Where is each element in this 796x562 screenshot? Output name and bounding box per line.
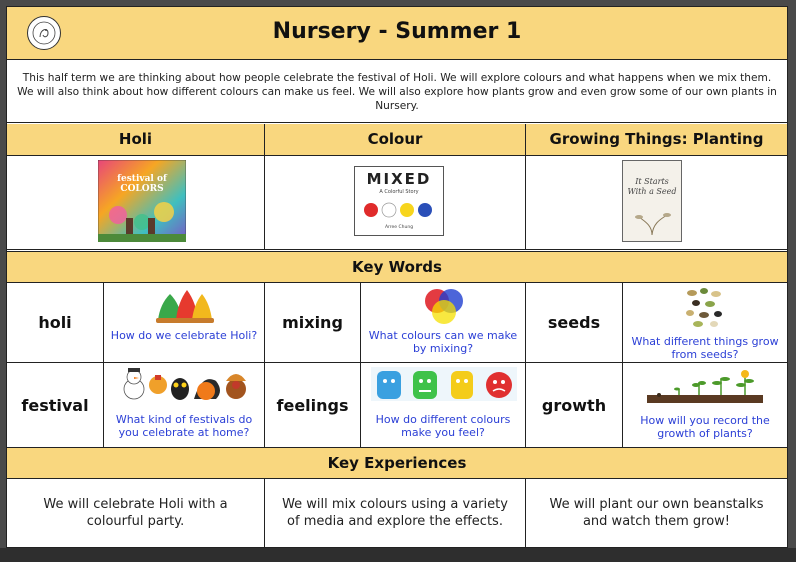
intro-text: This half term we are thinking about how people celebrate the festival of Holi. We will explore colours and what happens when we mix them. We will also think about how different colours can make us feel. We will also explore how plants grow and even grow some of our own plants in Nursery. xyxy=(7,60,787,123)
book-cell-planting xyxy=(526,156,787,250)
experience-planting: We will plant our own beanstalks and watch them grow! xyxy=(526,479,787,547)
question-festival: What kind of festivals do you celebrate at home? xyxy=(115,413,253,439)
question-feelings: How do different colours make you feel? xyxy=(375,413,511,439)
question-cell-seeds xyxy=(623,283,787,363)
colour-monsters-icon xyxy=(371,367,517,401)
book-title-mixed: MIXED xyxy=(366,170,432,188)
topic-web-page xyxy=(6,6,788,548)
festival-of-colors-book-icon xyxy=(98,160,186,242)
question-cell-feelings xyxy=(361,363,526,449)
question-cell-mixing xyxy=(361,283,526,363)
book-cell-holi xyxy=(7,156,265,250)
question-mixing: What colours can we make by mixing? xyxy=(368,329,518,355)
key-word-feelings: feelings xyxy=(265,363,361,449)
question-holi: How do we celebrate Holi? xyxy=(110,329,258,342)
book-author-mixed: Arree Chung xyxy=(384,225,414,230)
question-seeds: What different things grow from seeds? xyxy=(631,335,779,361)
topic-heading-colour: Colour xyxy=(265,124,526,156)
key-word-holi: holi xyxy=(7,283,104,363)
topic-heading-planting: Growing Things: Planting xyxy=(526,124,787,156)
question-cell-holi xyxy=(104,283,265,363)
header xyxy=(7,7,787,60)
colour-circles-icon xyxy=(420,287,468,325)
key-word-festival: festival xyxy=(7,363,104,449)
key-word-mixing: mixing xyxy=(265,283,361,363)
book-subtitle-mixed: A Colorful Story xyxy=(379,189,419,195)
question-cell-growth xyxy=(623,363,787,449)
key-experiences-heading: Key Experiences xyxy=(7,447,787,479)
experience-holi: We will celebrate Holi with a colourful party. xyxy=(7,479,265,547)
festival-characters-icon xyxy=(120,367,250,403)
key-words-heading: Key Words xyxy=(7,251,787,283)
seeds-icon xyxy=(682,285,728,329)
bottom-bar xyxy=(0,548,796,562)
key-word-seeds: seeds xyxy=(526,283,623,363)
book-title-seed: It Starts With a Seed xyxy=(627,177,677,196)
page-title: Nursery - Summer 1 xyxy=(272,19,522,44)
experience-colour: We will mix colours using a variety of media and explore the effects. xyxy=(265,479,526,547)
key-word-growth: growth xyxy=(526,363,623,449)
mixed-book-icon xyxy=(354,166,444,236)
topic-heading-holi: Holi xyxy=(7,124,265,156)
book-title-holi: festival of COLORS xyxy=(117,174,167,194)
colour-powder-icon xyxy=(154,286,216,324)
question-cell-festival xyxy=(104,363,265,449)
question-growth: How will you record the growth of plants? xyxy=(640,414,770,440)
seed-book-icon xyxy=(622,160,682,242)
book-cell-colour xyxy=(265,156,526,250)
plant-growth-icon xyxy=(647,369,763,403)
